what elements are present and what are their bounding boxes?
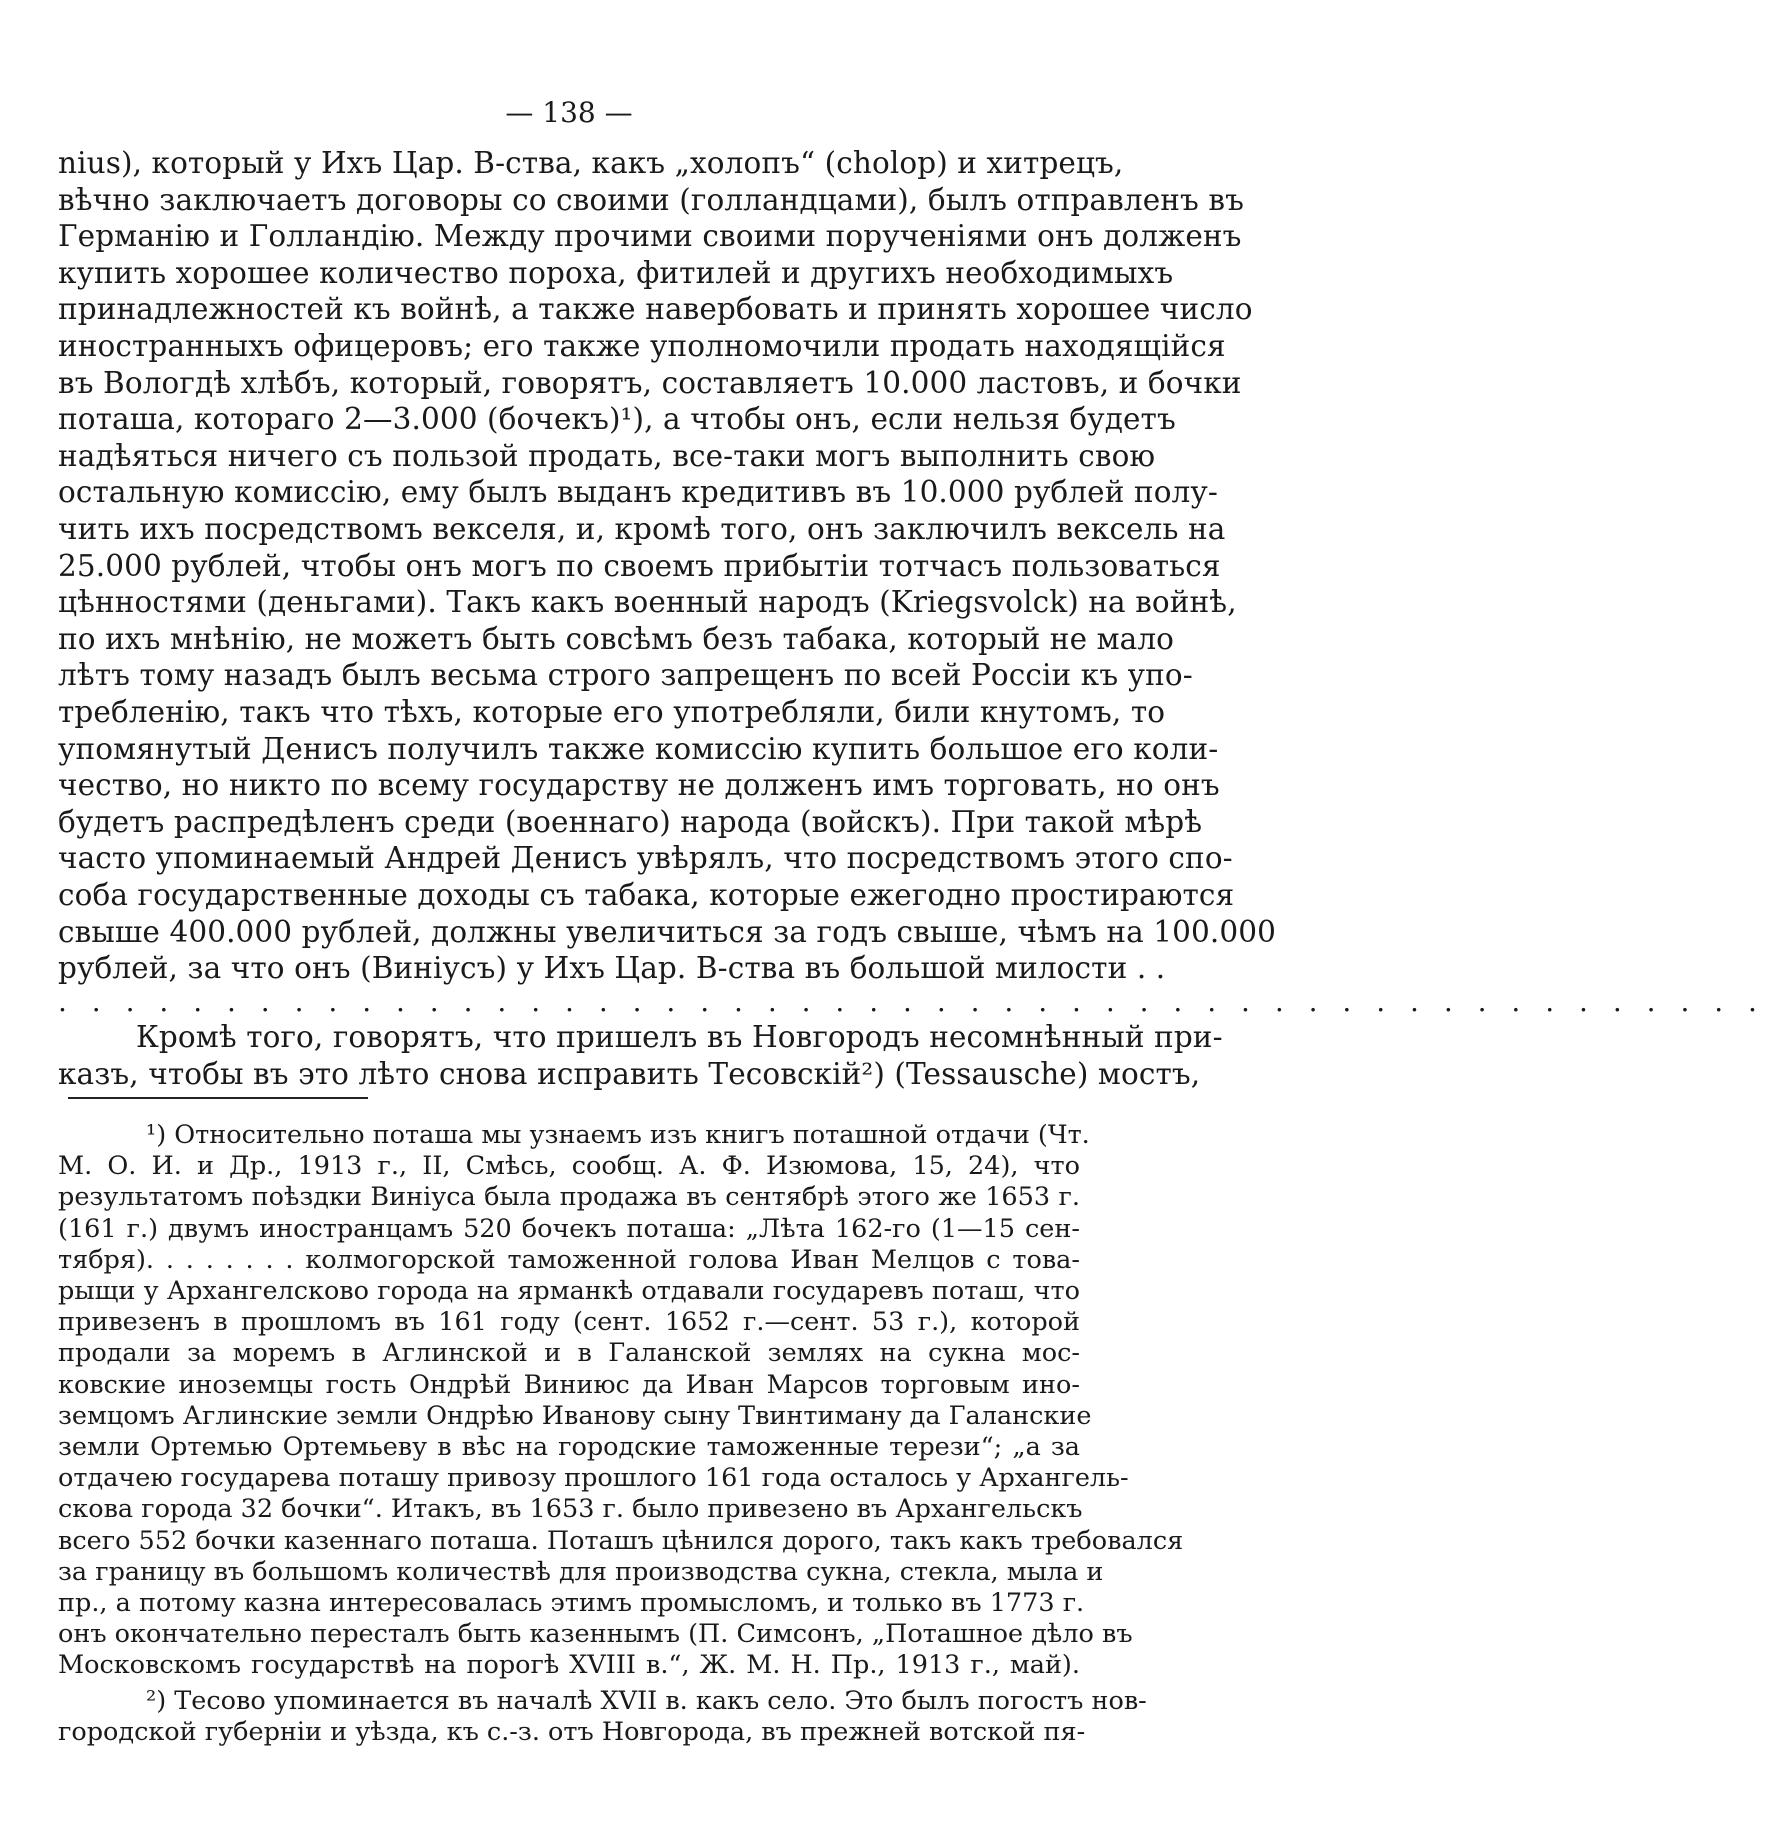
text-line: въ Вологдѣ хлѣбъ, который, говорятъ, составляетъ 10.000 ластовъ, и бочки [58, 365, 1242, 400]
text-line: результатомъ поѣздки Виніуса была продажа въ сентябрѣ этого же 1653 г. [58, 1182, 1080, 1213]
text-line: Кромѣ того, говорятъ, что пришелъ въ Новгородъ несомнѣнный при- [136, 1020, 1223, 1054]
text-line: купить хорошее количество пороха, фитилей и другихъ необходимыхъ [58, 255, 1174, 290]
text-line: nius), который у Ихъ Цар. В-ства, какъ „холопъ“ (cholop) и хитрецъ, [58, 146, 1124, 180]
text-line: всего 552 бочки казеннаго поташа. Поташъ цѣнился дорого, такъ какъ требовался [58, 1525, 1184, 1556]
text-line: М. О. И. и Др., 1913 г., II, Смѣсь, сообщ. А. Ф. Изюмова, 15, 24), что [58, 1151, 1080, 1182]
text-line: ¹) Относительно поташа мы узнаемъ изъ книгъ поташной отдачи (Чт. [146, 1120, 1090, 1150]
text-line: городской губерніи и уѣзда, къ с.-з. отъ Новгорода, въ прежней вотской пя- [58, 1717, 1086, 1748]
text-line: продали за моремъ в Аглинской и в Галанской землях на сукна мос- [58, 1338, 1080, 1369]
text-line: скова города 32 бочки“. Итакъ, въ 1653 г. было привезено въ Архангельскъ [58, 1494, 1083, 1525]
text-line: вѣчно заключаетъ договоры со своими (голландцами), былъ отправленъ въ [58, 182, 1244, 217]
text-line: ковские иноземцы гость Ондрѣй Виниюс да Иван Марсов торговым ино- [58, 1369, 1080, 1400]
text-line: рублей, за что онъ (Виніусъ) у Ихъ Цар. В-ства въ большой милости . . [58, 951, 1166, 986]
text-line: Московскомъ государствѣ на порогѣ XVIII в.“, Ж. М. Н. Пр., 1913 г., май). [58, 1650, 1080, 1681]
text-line: ²) Тесово упоминается въ началѣ XVII в. какъ село. Это былъ погостъ нов- [146, 1686, 1147, 1716]
text-line: земцомъ Аглинские земли Ондрѣю Иванову сыну Твинтиману да Галанские [58, 1400, 1092, 1431]
text-line: за границу въ большомъ количествѣ для производства сукна, стекла, мыла и [58, 1556, 1104, 1587]
text-line: онъ окончательно пересталъ быть казеннымъ (П. Симсонъ, „Поташное дѣло въ [58, 1619, 1133, 1650]
text-line: лѣтъ тому назадъ былъ весьма строго запрещенъ по всей Россіи къ упо- [58, 658, 1193, 693]
text-line: часто упоминаемый Андрей Денисъ увѣрялъ, что посредствомъ этого спо- [58, 841, 1233, 876]
text-line: земли Ортемью Ортемьеву в вѣс на городские таможенные терези“; „а за [58, 1432, 1080, 1462]
text-line: иностранныхъ офицеровъ; его также уполномочили продать находящійся [58, 329, 1226, 363]
text-line: тября). . . . . . . . колмогорской таможенной голова Иван Мелцов с това- [58, 1244, 1080, 1275]
text-line: будетъ распредѣленъ среди (военнаго) народа (войскъ). При такой мѣрѣ [58, 804, 1203, 839]
text-line: по ихъ мнѣнію, не можетъ быть совсѣмъ безъ табака, который не мало [58, 621, 1175, 656]
text-line: требленію, такъ что тѣхъ, которые его употребляли, били кнутомъ, то [58, 695, 1166, 729]
text-line: упомянутый Денисъ получилъ также комиссію купить большое его коли- [58, 731, 1219, 766]
text-line: чество, но никто по всему государству не долженъ имъ торговать, но онъ [58, 768, 1220, 803]
text-line: надѣяться ничего съ пользой продать, все-таки могъ выполнить свою [58, 438, 1156, 473]
ellipsis-dots: . . . . . . . . . . . . . . . . . . . . . . . . . . . . . . . . . . . . . . . . . . . . . . . . . . . [58, 985, 1765, 1018]
text-line: 25.000 рублей, чтобы онъ могъ по своемъ прибытіи тотчасъ пользоваться [58, 548, 1221, 583]
text-line: привезенъ в прошломъ въ 161 году (сент. 1652 г.—сент. 53 г.), которой [58, 1307, 1080, 1338]
text-line: остальную комиссію, ему былъ выданъ кредитивъ въ 10.000 рублей полу- [58, 475, 1218, 510]
text-line: чить ихъ посредствомъ векселя, и, кромѣ того, онъ заключилъ вексель на [58, 512, 1226, 546]
text-line: (161 г.) двумъ иностранцамъ 520 бочекъ поташа: „Лѣта 162-го (1—15 сен- [58, 1213, 1080, 1244]
text-line: отдачею государева поташу привозу прошлого 161 года осталось у Архангель- [58, 1463, 1129, 1494]
footnote-rule [68, 1097, 368, 1099]
text-line: соба государственные доходы съ табака, которые ежегодно простираются [58, 878, 1235, 912]
text-line: Германію и Голландію. Между прочими своими порученіями онъ долженъ [58, 219, 1242, 254]
text-line: казъ, чтобы въ это лѣто снова исправить Тесовскій²) (Tessausche) мостъ, [58, 1056, 1201, 1091]
text-line: цѣнностями (деньгами). Такъ какъ военный народъ (Kriegsvolck) на войнѣ, [58, 585, 1237, 620]
text-line: принадлежностей къ войнѣ, а также навербовать и принять хорошее число [58, 292, 1253, 327]
text-line: пр., а потому казна интересовалась этимъ промысломъ, и только въ 1773 г. [58, 1588, 1085, 1618]
text-line: рыщи у Архангелсково города на ярманкѣ отдавали государевъ поташ, что [58, 1276, 1080, 1306]
page-number: — 138 — [505, 96, 633, 129]
text-line: свыше 400.000 рублей, должны увеличиться за годъ свыше, чѣмъ на 100.000 [58, 914, 1276, 949]
text-line: поташа, котораго 2—3.000 (бочекъ)¹), а чтобы онъ, если нельзя будетъ [58, 402, 1176, 437]
